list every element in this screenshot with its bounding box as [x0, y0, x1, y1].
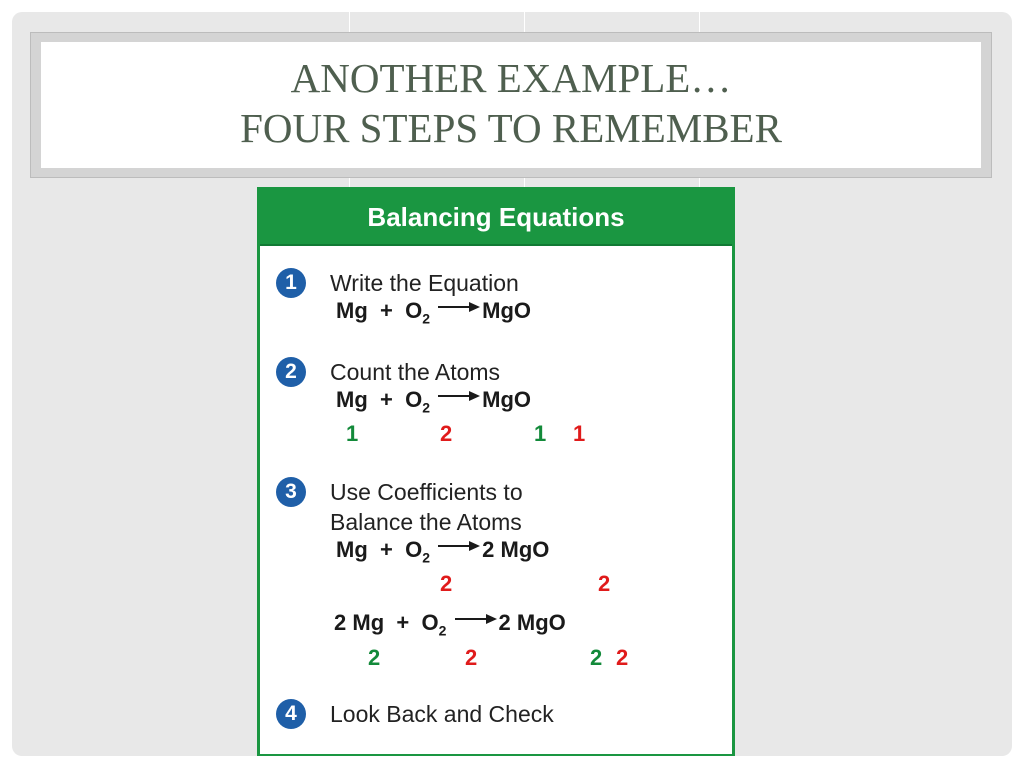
card-header: Balancing Equations: [260, 190, 732, 246]
step-label: Write the Equation: [330, 270, 519, 296]
reaction-arrow-icon: [438, 302, 480, 312]
subscript: 2: [422, 549, 431, 566]
reaction-arrow-icon: [438, 391, 480, 401]
step-number-badge: 1: [276, 268, 306, 298]
step-label: [330, 477, 523, 537]
subscript: 2: [422, 310, 431, 327]
plus-sign: +: [380, 537, 393, 562]
atom-count-o-left: 2: [465, 645, 478, 670]
product-coefficient: 2: [498, 610, 511, 635]
plus-sign: +: [396, 610, 410, 635]
atom-count-mg-left: 2: [368, 645, 381, 670]
product-coefficient: 2: [482, 537, 495, 562]
reactant-1: Mg: [352, 610, 385, 635]
reaction-arrow-icon: [438, 541, 480, 551]
subscript: 2: [422, 399, 431, 416]
atom-count-mg-right: 1: [534, 421, 547, 446]
reactant-coefficient: 2: [334, 610, 347, 635]
reaction-arrow-icon: [455, 614, 497, 624]
step-number-badge: 2: [276, 357, 306, 387]
reactant-1: Mg: [336, 387, 368, 412]
atom-count-o-left: 2: [440, 571, 453, 596]
title-box: [30, 32, 992, 178]
atom-count-o-right: 1: [573, 421, 586, 446]
equation: [336, 387, 531, 415]
atom-count-mg-right: 2: [590, 645, 603, 670]
equation: [336, 537, 549, 565]
step-number-badge: 4: [276, 699, 306, 729]
step-label: Look Back and Check: [330, 701, 554, 727]
atom-count-o-right: 2: [616, 645, 629, 670]
reactant-2: O: [405, 537, 423, 562]
step-label-line-2: Balance the Atoms: [330, 509, 522, 535]
atom-count-o-right: 2: [598, 571, 611, 596]
atom-count-mg-left: 1: [346, 421, 359, 446]
slide-title-line-2: FOUR STEPS TO REMEMBER: [240, 105, 782, 151]
slide: [12, 12, 1012, 756]
step-label-line-1: Use Coefficients to: [330, 479, 523, 505]
plus-sign: +: [380, 298, 393, 323]
atom-count-o-left: 2: [440, 421, 453, 446]
subscript: 2: [438, 622, 447, 639]
reactant-1: Mg: [336, 537, 368, 562]
equation: [334, 610, 566, 638]
plus-sign: +: [380, 387, 393, 412]
step-number-badge: 3: [276, 477, 306, 507]
product: MgO: [516, 610, 566, 635]
balancing-equations-card: [257, 187, 735, 756]
product: MgO: [482, 298, 532, 323]
equation: [336, 298, 531, 326]
step-label: Count the Atoms: [330, 359, 501, 385]
reactant-2: O: [421, 610, 439, 635]
product: MgO: [500, 537, 550, 562]
reactant-1: Mg: [336, 298, 368, 323]
title-inner: [41, 42, 981, 168]
slide-title-line-1: ANOTHER EXAMPLE…: [290, 55, 732, 101]
reactant-2: O: [405, 298, 423, 323]
product: MgO: [482, 387, 532, 412]
reactant-2: O: [405, 387, 423, 412]
